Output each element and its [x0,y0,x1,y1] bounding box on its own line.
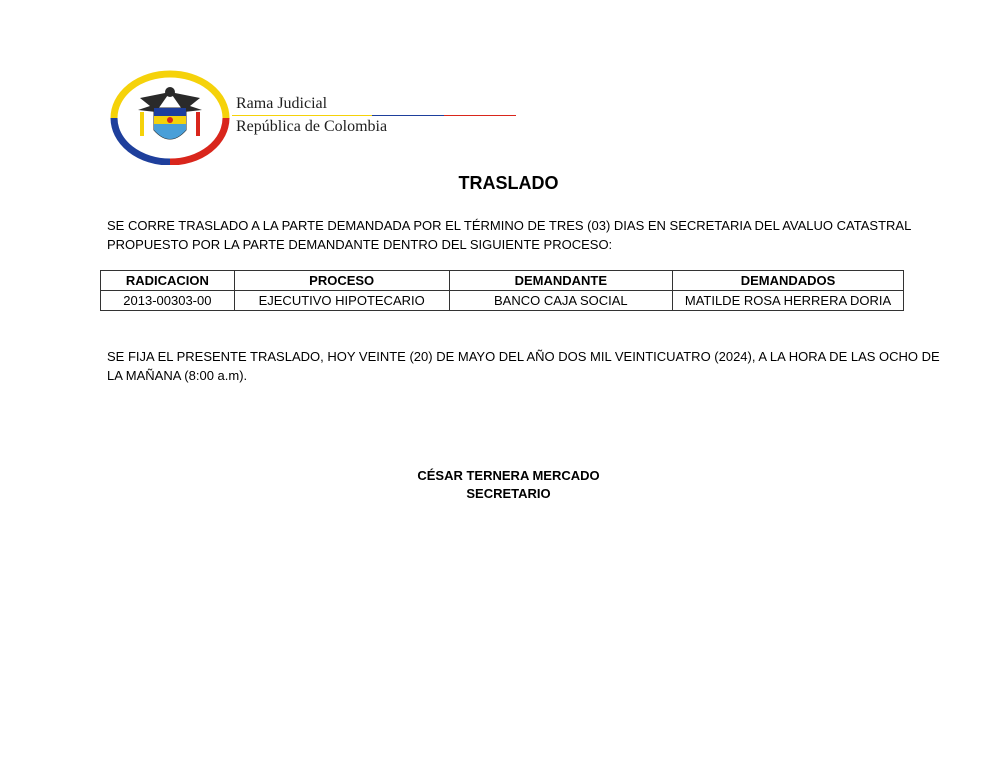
table-header-row [101,271,904,291]
signatory-name: CÉSAR TERNERA MERCADO [417,468,600,483]
signatory-role: SECRETARIO [466,486,551,501]
col-header-proceso: PROCESO [234,271,449,291]
cell-demandante: BANCO CAJA SOCIAL [449,291,673,311]
rama-judicial-logo [110,70,530,165]
logo-subtitle-republica: República de Colombia [236,118,388,135]
cell-proceso: EJECUTIVO HIPOTECARIO [234,291,449,311]
document-title: TRASLADO [458,173,559,193]
col-header-demandante: DEMANDANTE [449,271,673,291]
process-table [100,270,904,311]
transfer-notice-paragraph [107,216,911,254]
logo-title-rama-judicial: Rama Judicial [236,95,328,112]
table-row [101,291,904,311]
cell-demandados: MATILDE ROSA HERRERA DORIA [673,291,904,311]
col-header-demandados: DEMANDADOS [673,271,904,291]
colombia-coat-of-arms-icon [110,70,230,165]
notice-line-1: SE CORRE TRASLADO A LA PARTE DEMANDADA POR EL TÉRMINO DE TRES (03) DIAS EN SECRETARIA DEL AVALUO CATASTRAL [107,218,912,233]
posting-date-paragraph [107,347,940,385]
notice-line-2: PROPUESTO POR LA PARTE DEMANDANTE DENTRO DEL SIGUIENTE PROCESO: [107,237,613,252]
cell-radicacion: 2013-00303-00 [101,291,235,311]
posting-line-1: SE FIJA EL PRESENTE TRASLADO, HOY VEINTE (20) DE MAYO DEL AÑO DOS MIL VEINTICUATRO (2024), A LA HORA DE LAS OCHO DE [107,349,940,364]
col-header-radicacion: RADICACION [101,271,235,291]
posting-line-2: LA MAÑANA (8:00 a.m). [107,368,248,383]
